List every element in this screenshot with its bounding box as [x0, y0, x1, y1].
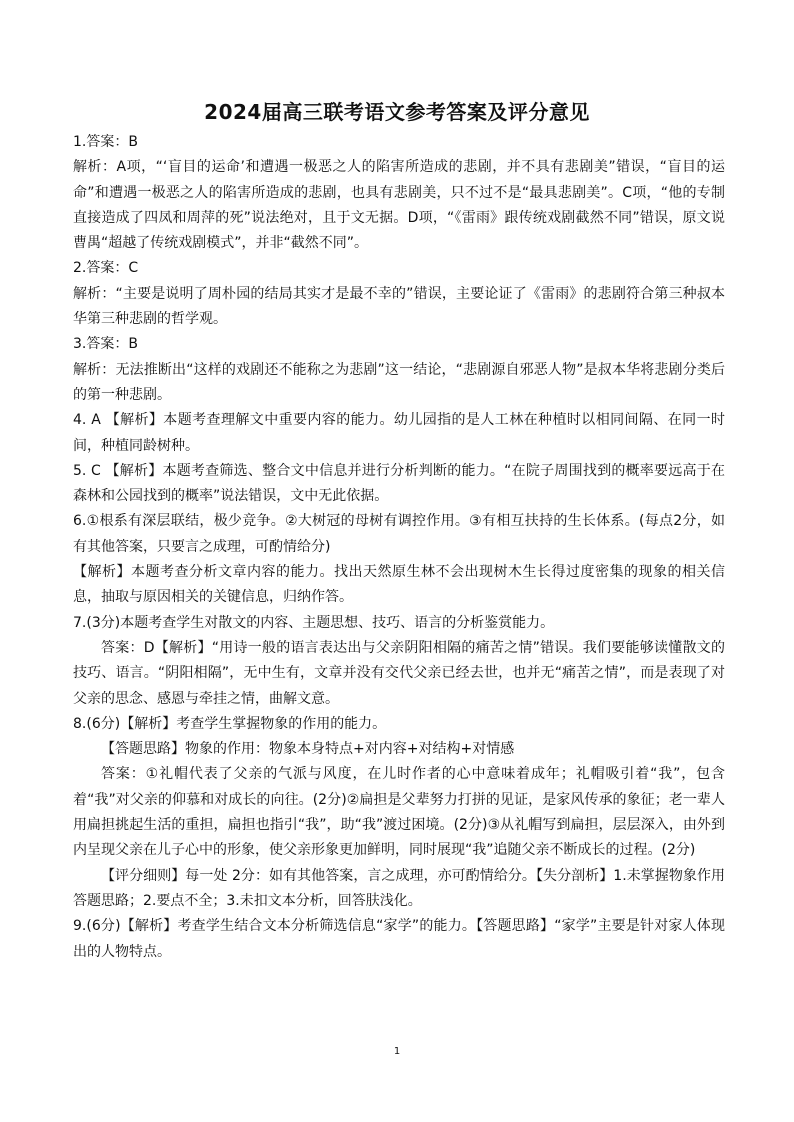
paragraph: 4. A 【解析】本题考查理解文中重要内容的能力。幼儿园指的是人工林在种植时以相同间隔、在同一时间，种植同龄树种。: [73, 412, 725, 454]
paragraph: 2.答案：C: [73, 260, 139, 277]
paragraph: 解析：“主要是说明了周朴园的结局其实才是最不幸的”错误，主要论证了《雷雨》的悲剧符合第三种叔本华第三种悲剧的哲学观。: [73, 285, 725, 328]
paragraph: 答案：①礼帽代表了父亲的气派与风度，在儿时作者的心中意味着成年；礼帽吸引着“我”，包含着“我”对父亲的仰慕和对成长的向往。(2分)②扁担是父辈努力打拼的见证，是家风传承的象征；老一辈人用扁担挑起生活的重担，扁担也指引“我”，助“我”渡过困境。(2分)③从礼帽写到扁担，层层深入，由外到内呈现父亲在儿子心中的形象，使父亲形象更加鲜明，同时展现“我”追随父亲不断成长的过程。(2分): [73, 766, 725, 859]
paragraph: 【评分细则】每一处 2分：如有其他答案，言之成理，亦可酌情给分。【失分剖析】1.未掌握物象作用答题思路；2.要点不全；3.未扣文本分析，回答肤浅化。: [73, 867, 725, 909]
paragraph: 5. C 【解析】本题考查筛选、整合文中信息并进行分析判断的能力。“在院子周围找到的概率要远高于在森林和公园找到的概率”说法错误，文中无此依据。: [73, 462, 725, 505]
paragraph: 8.(6分)【解析】考查学生掌握物象的作用的能力。: [73, 715, 387, 732]
paragraph: 6.①根系有深层联结，极少竞争。②大树冠的母树有调控作用。③有相互扶持的生长体系。(每点2分，如有其他答案，只要言之成理，可酌情给分): [73, 513, 725, 555]
paragraph: 解析：A项，“‘盲目的运命’和遭遇一极恶之人的陷害所造成的悲剧，并不具有悲剧美”错误，“盲目的运命”和遭遇一极恶之人的陷害所造成的悲剧，也具有悲剧美，只不过不是“最具悲剧美”。C项，“他的专制直接造成了四凤和周萍的死”说法绝对，且于文无据。D项，“《雷雨》跟传统戏剧截然不同”错误，原文说曹禺“超越了传统戏剧模式”，并非“截然不同”。: [73, 159, 725, 252]
paragraph: 9.(6分)【解析】考查学生结合文本分析筛选信息“家学”的能力。【答题思路】“家学”主要是针对家人体现出的人物特点。: [73, 918, 725, 960]
paragraph: 1.答案：B: [73, 134, 138, 150]
paragraph: 【解析】本题考查分析文章内容的能力。找出天然原生林不会出现树木生长得过度密集的现象的相关信息，抽取与原因相关的关键信息，归纳作答。: [73, 564, 725, 606]
paragraph: 3.答案：B: [73, 336, 138, 353]
document-title: 2024届高三联考语文参考答案及评分意见: [204, 100, 590, 124]
paragraph: 解析：无法推断出“这样的戏剧还不能称之为悲剧”这一结论，“悲剧源自邪恶人物”是叔本华将悲剧分类后的第一种悲剧。: [73, 361, 725, 403]
answer-body: [73, 130, 725, 965]
paragraph: 答案：D【解析】“用诗一般的语言表达出与父亲阴阳相隔的痛苦之情”错误。我们要能够读懂散文的技巧、语言。“阴阳相隔”，无中生有，文章并没有交代父亲已经去世，也并无“痛苦之情”，而是表现了对父亲的思念、感恩与牵挂之情，曲解文意。: [73, 639, 725, 707]
page-number: 1: [393, 1046, 401, 1057]
paragraph: 7.(3分)本题考查学生对散文的内容、主题思想、技巧、语言的分析鉴赏能力。: [73, 614, 555, 631]
paragraph: 【答题思路】物象的作用：物象本身特点+对内容+对结构+对情感: [101, 741, 515, 758]
